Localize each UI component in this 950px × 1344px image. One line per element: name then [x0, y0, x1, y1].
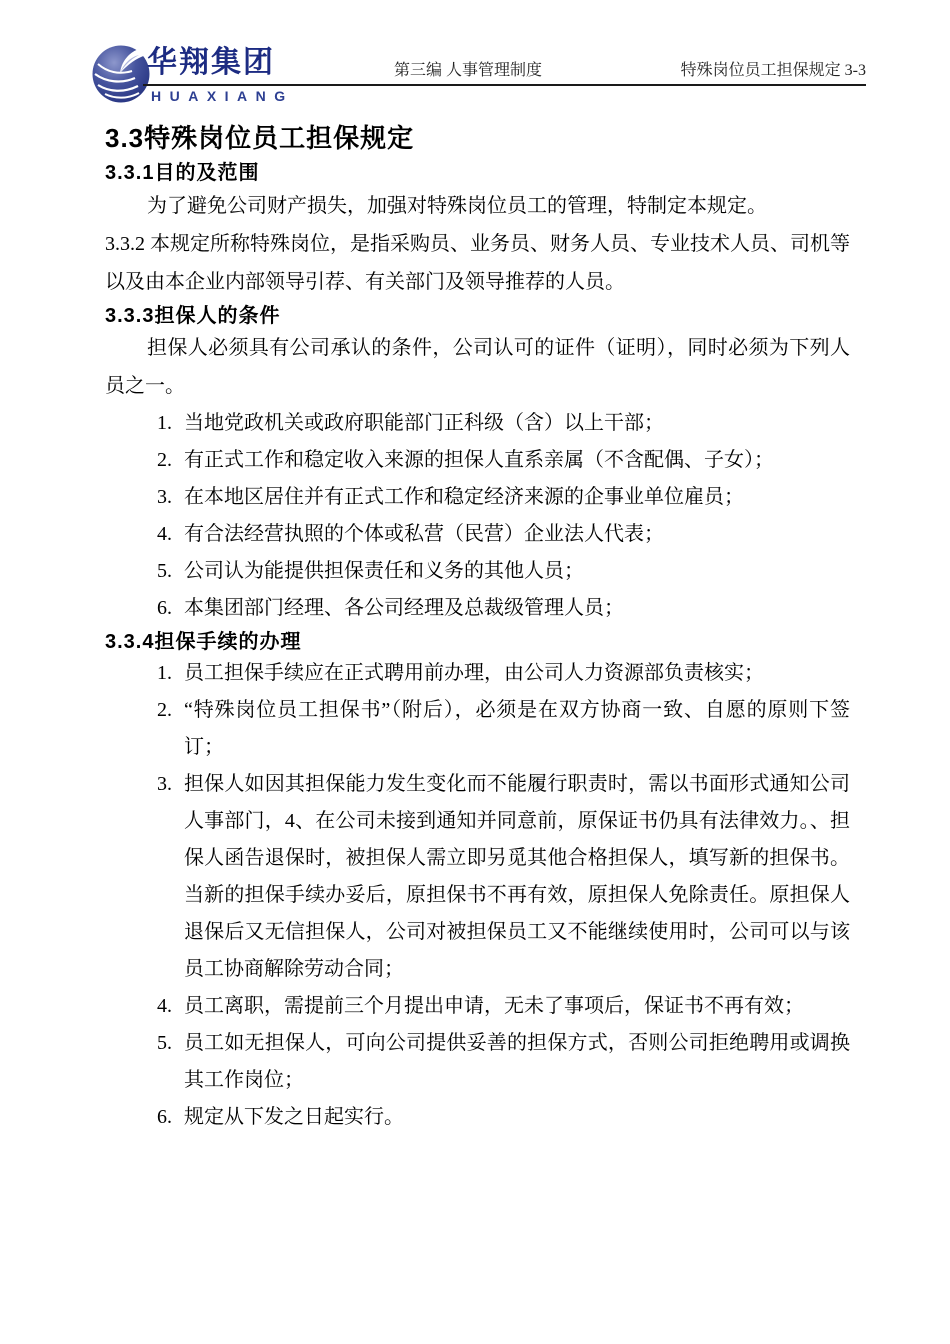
- list-item-text: 员工如无担保人，可向公司提供妥善的担保方式，否则公司拒绝聘用或调换其工作岗位；: [184, 1032, 850, 1091]
- list-item-text: 规定从下发之日起实行。: [184, 1106, 404, 1128]
- list-item-text: 本集团部门经理、各公司经理及总裁级管理人员；: [184, 597, 624, 619]
- list-item-number: 3.: [157, 773, 172, 795]
- page-title: 3.3特殊岗位员工担保规定: [105, 123, 415, 153]
- list-item-number: 6.: [157, 1106, 172, 1128]
- section-heading-334: 3.3.4担保手续的办理: [105, 631, 302, 653]
- list-item: [105, 590, 850, 627]
- list-item-text: 有正式工作和稳定收入来源的担保人直系亲属（不含配偶、子女）；: [184, 449, 774, 471]
- list-item: [105, 1099, 850, 1136]
- list-item-text: 当地党政机关或政府职能部门正科级（含）以上干部；: [184, 412, 664, 434]
- list-item-text: 员工担保手续应在正式聘用前办理，由公司人力资源部负责核实；: [184, 662, 764, 684]
- logo-text-en: HUAXIANG: [151, 88, 294, 104]
- page-header: [0, 0, 950, 108]
- huaxiang-globe-swirl-icon: [91, 44, 151, 104]
- list-item-number: 4.: [157, 995, 172, 1017]
- list-item: [105, 655, 850, 692]
- list-item: [105, 692, 850, 766]
- list-item-text: “特殊岗位员工担保书”（附后），必须是在双方协商一致、自愿的原则下签订；: [184, 699, 850, 758]
- list-item: [105, 442, 850, 479]
- list-item-text: 公司认为能提供担保责任和义务的其他人员；: [184, 560, 584, 582]
- list-item: [105, 516, 850, 553]
- section-heading-331: 3.3.1目的及范围: [105, 162, 260, 184]
- header-rule: [143, 84, 866, 86]
- list-item: [105, 479, 850, 516]
- list-item-number: 2.: [157, 699, 172, 721]
- header-section-label: 第三编 人事管理制度: [393, 62, 542, 79]
- list-item: [105, 988, 850, 1025]
- list-item-text: 员工离职，需提前三个月提出申请，无未了事项后，保证书不再有效；: [184, 995, 804, 1017]
- list-item-text: 担保人如因其担保能力发生变化而不能履行职责时，需以书面形式通知公司人事部门，4、在公司未接到通知并同意前，原保证书仍具有法律效力。、担保人函告退保时，被担保人需立即另觅其他合格担保人，填写新的担保书。当新的担保手续办妥后，原担保书不再有效，原担保人免除责任。原担保人退保后又无信担保人，公司对被担保员工又不能继续使用时，公司可以与该员工协商解除劳动合同；: [184, 773, 850, 980]
- logo-text-cn: 华翔集团: [147, 46, 275, 79]
- list-item-number: 3.: [157, 486, 172, 508]
- list-item: [105, 766, 850, 988]
- list-item-text: 在本地区居住并有正式工作和稳定经济来源的企事业单位雇员；: [184, 486, 744, 508]
- guarantee-procedure-list: [105, 655, 850, 1136]
- list-item-text: 有合法经营执照的个体或私营（民营）企业法人代表；: [184, 523, 664, 545]
- list-item-number: 5.: [157, 1032, 172, 1054]
- list-item-number: 1.: [157, 412, 172, 434]
- paragraph-333-intro: 担保人必须具有公司承认的条件，公司认可的证件（证明），同时必须为下列人员之一。: [105, 337, 850, 397]
- list-item: [105, 1025, 850, 1099]
- list-item-number: 2.: [157, 449, 172, 471]
- list-item-number: 4.: [157, 523, 172, 545]
- header-doc-label: 特殊岗位员工担保规定 3-3: [680, 62, 866, 79]
- paragraph-332: 3.3.2 本规定所称特殊岗位，是指采购员、业务员、财务人员、专业技术人员、司机等以及由本企业内部领导引荐、有关部门及领导推荐的人员。: [105, 233, 850, 293]
- paragraph-331: 为了避免公司财产损失，加强对特殊岗位员工的管理，特制定本规定。: [147, 195, 767, 217]
- list-item-number: 1.: [157, 662, 172, 684]
- list-item-number: 5.: [157, 560, 172, 582]
- guarantor-conditions-list: [105, 405, 850, 627]
- list-item-number: 6.: [157, 597, 172, 619]
- list-item: [105, 405, 850, 442]
- document-body: [105, 105, 850, 1136]
- section-heading-333: 3.3.3担保人的条件: [105, 305, 281, 327]
- list-item: [105, 553, 850, 590]
